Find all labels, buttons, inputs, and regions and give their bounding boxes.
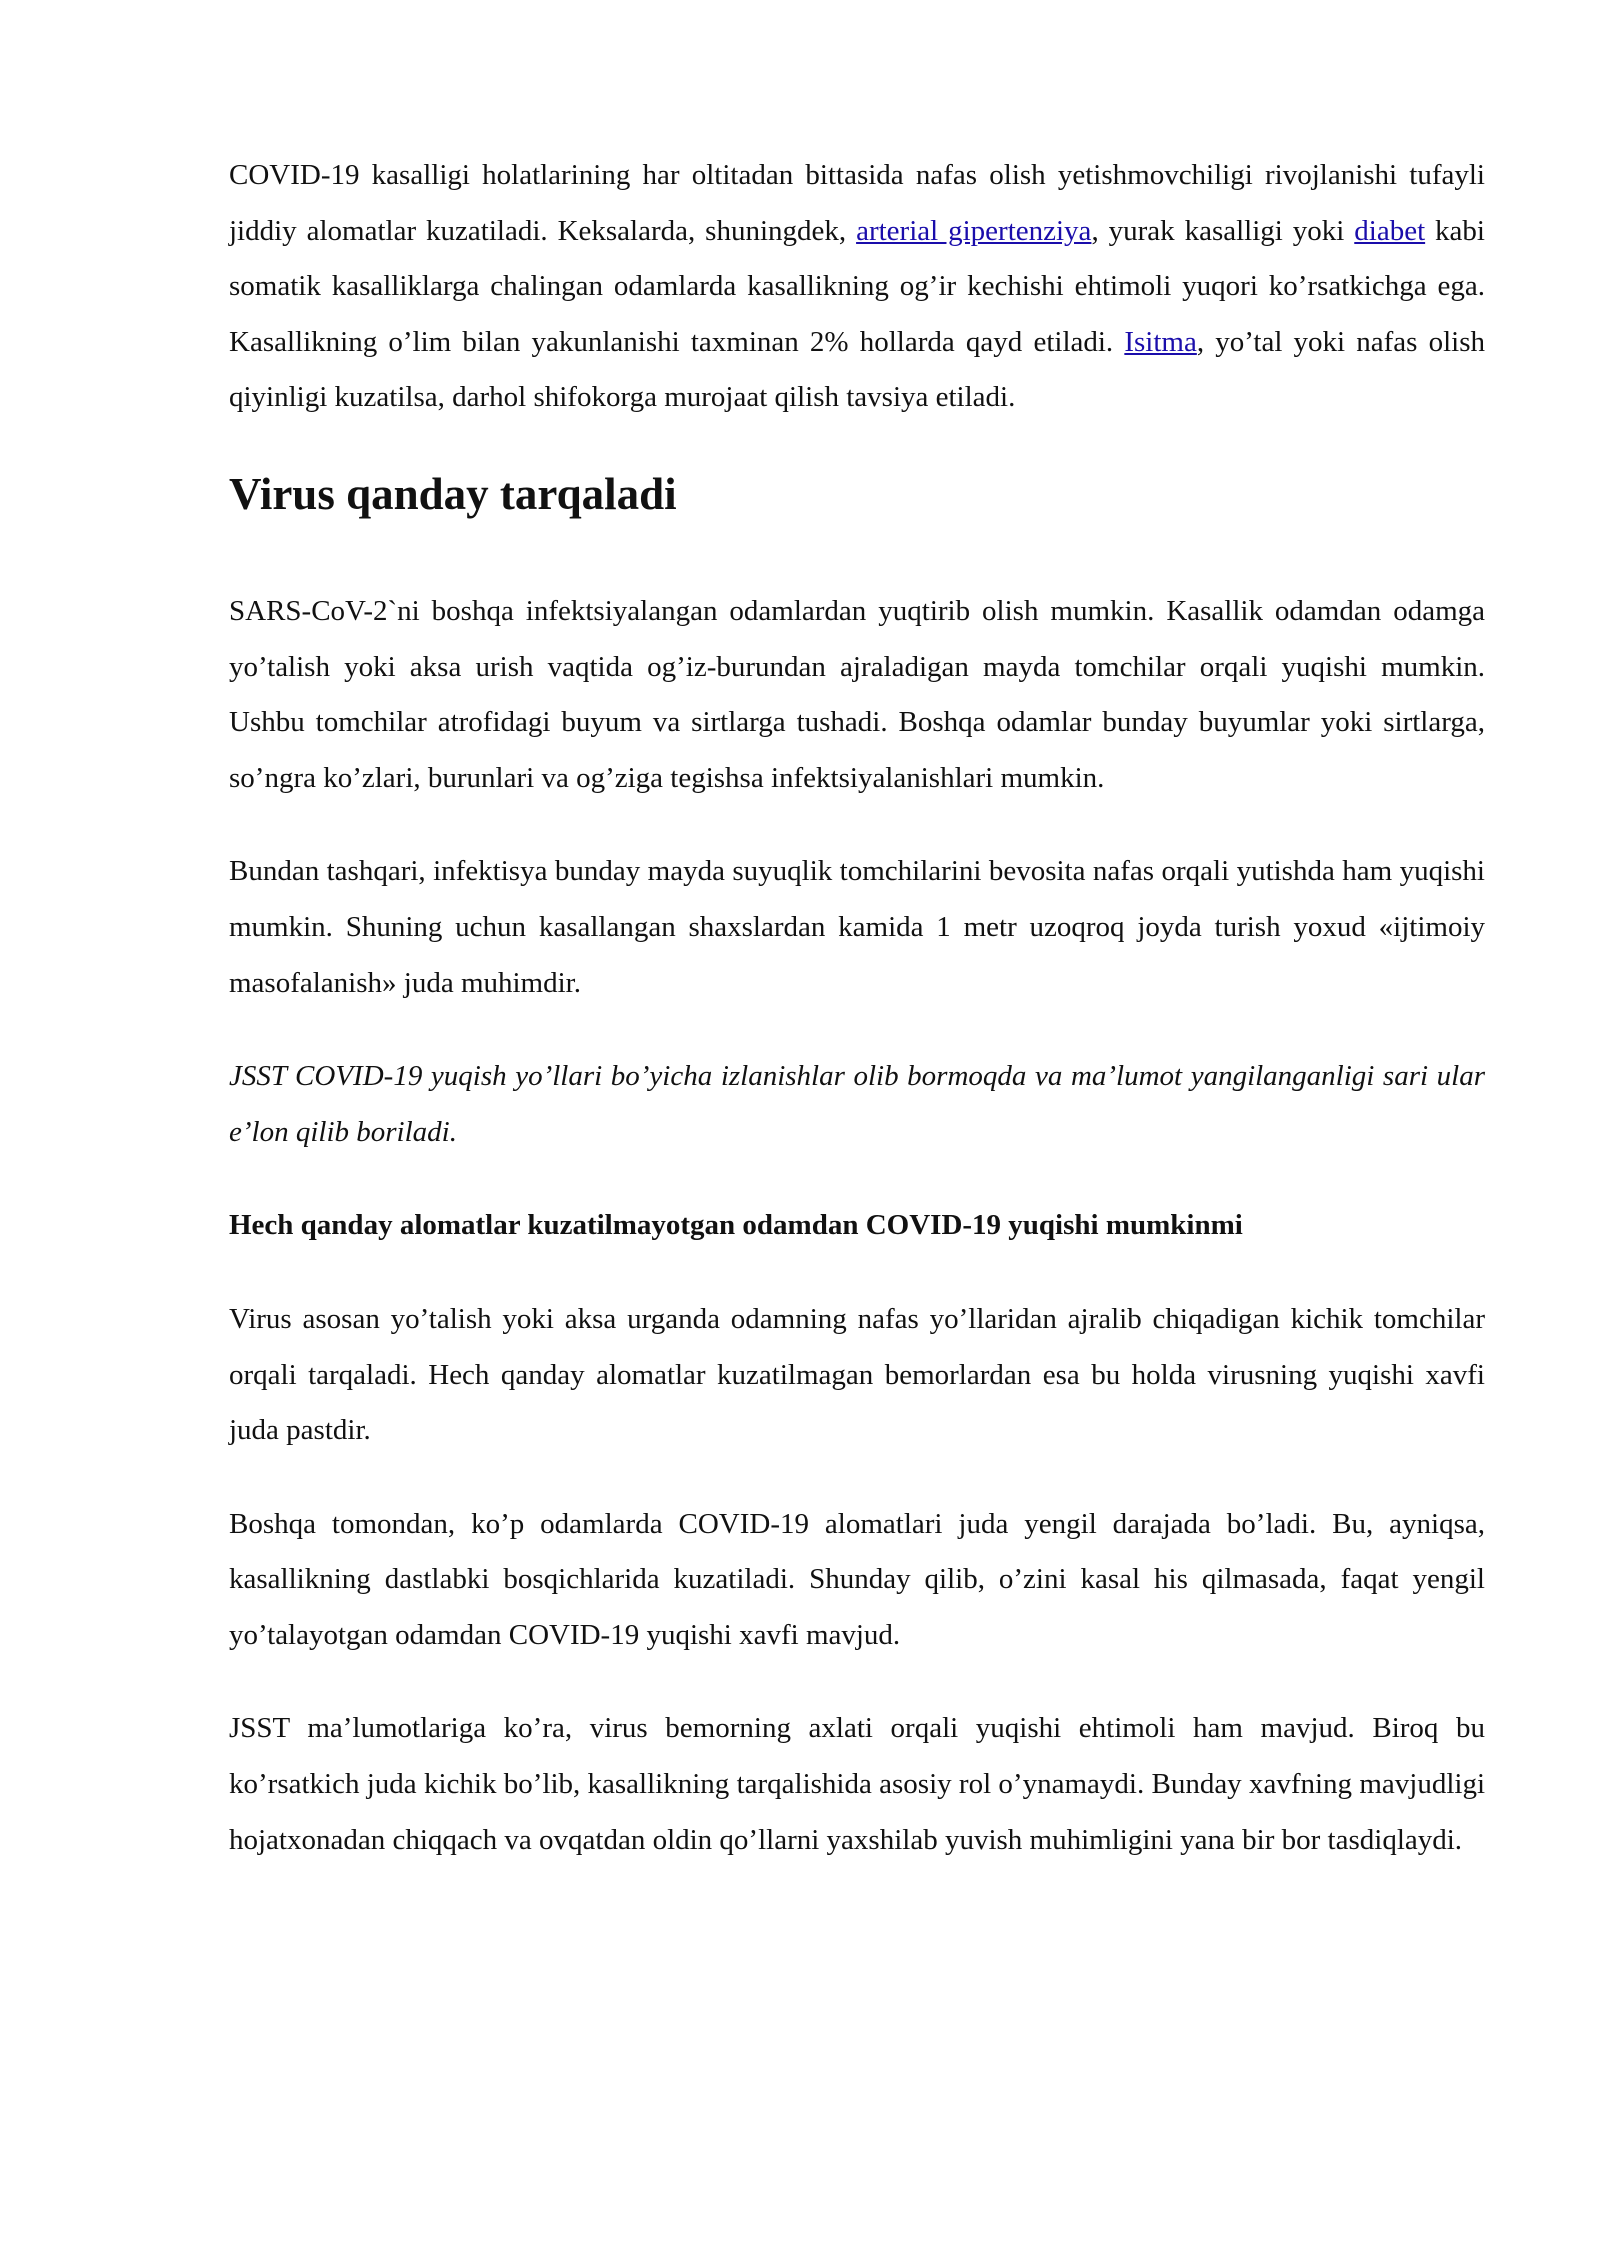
intro-text-2: , yurak kasalligi yoki bbox=[1091, 214, 1355, 247]
diabetes-link[interactable]: diabet bbox=[1354, 214, 1426, 247]
spread-italic-note: JSST COVID-19 yuqish yo’llari bo’yicha izlanishlar olib bormoqda va ma’lumot yangilanganligi sari ular e’lon qilib boriladi. bbox=[229, 1060, 1485, 1148]
intro-text-1: COVID-19 kasalligi holatlarining har oltitadan bittasida nafas olish yetishmovchiligi rivojlanishi tufayli jiddiy alomatlar kuzatiladi. Keksalarda, shuningdek, bbox=[229, 159, 1485, 247]
asymptomatic-paragraph-1: Virus asosan yo’talish yoki aksa urganda odamning nafas yo’llaridan ajralib chiqadigan kichik tomchilar orqali tarqaladi. Hech qanday alomatlar kuzatilmagan bemorlardan esa bu holda virusning yuqishi xavfi juda pastdir. bbox=[229, 1302, 1485, 1447]
section-heading: Virus qanday tarqaladi bbox=[229, 468, 677, 519]
asymptomatic-paragraph-3: JSST ma’lumotlariga ko’ra, virus bemorning axlati orqali yuqishi ehtimoli ham mavjud. Biroq bu ko’rsatkich juda kichik bo’lib, kasallikning tarqalishida asosiy rol o’ynamaydi. Bunday xavfning mavjudligi hojatxonadan chiqqach va ovqatdan oldin qo’llarni yaxshilab yuvish muhimligini yana bir bor tasdiqlaydi. bbox=[229, 1712, 1485, 1856]
spread-paragraph-1: SARS-CoV-2`ni boshqa infektsiyalangan odamlardan yuqtirib olish mumkin. Kasallik odamdan odamga yo’talish yoki aksa urish vaqtida og’iz-burundan ajraladigan mayda tomchilar orqali yuqishi mumkin. Ushbu tomchilar atrofidagi buyum va sirtlarga tushadi. Boshqa odamlar bunday buyumlar yoki sirtlarga, so’ngra ko’zlari, burunlari va og’ziga tegishsa infektsiyalanishlari mumkin. bbox=[229, 594, 1485, 794]
intro-text-4: , yo’tal yoki nafas olish qiyinligi kuzatilsa, darhol shifokorga murojaat qilish tavsiya etiladi. bbox=[229, 325, 1485, 414]
intro-paragraph bbox=[229, 148, 1485, 426]
asymptomatic-paragraph-2: Boshqa tomondan, ko’p odamlarda COVID-19 alomatlari juda yengil darajada bo’ladi. Bu, ayniqsa, kasallikning dastlabki bosqichlarida kuzatiladi. Shunday qilib, o’zini kasal his qilmasada, faqat yengil yo’talayotgan odamdan COVID-19 yuqishi xavfi mavjud. bbox=[229, 1507, 1485, 1651]
spread-paragraph-2: Bundan tashqari, infektisya bunday mayda suyuqlik tomchilarini bevosita nafas orqali yutishda ham yuqishi mumkin. Shuning uchun kasallangan shaxslardan kamida 1 metr uzoqroq joyda turish yoxud «ijtimoiy masofalanish» juda muhimdir. bbox=[229, 855, 1485, 999]
arterial-hypertension-link[interactable]: arterial gipertenziya bbox=[856, 214, 1092, 247]
asymptomatic-subheading: Hech qanday alomatlar kuzatilmayotgan odamdan COVID-19 yuqishi mumkinmi bbox=[229, 1209, 1243, 1242]
fever-link[interactable]: Isitma bbox=[1124, 325, 1197, 358]
intro-text-3: kabi somatik kasalliklarga chalingan odamlarda kasallikning og’ir kechishi ehtimoli yuqori ko’rsatkichga ega. Kasallikning o’lim bilan yakunlanishi taxminan 2% hollarda qayd etiladi. bbox=[229, 214, 1485, 358]
